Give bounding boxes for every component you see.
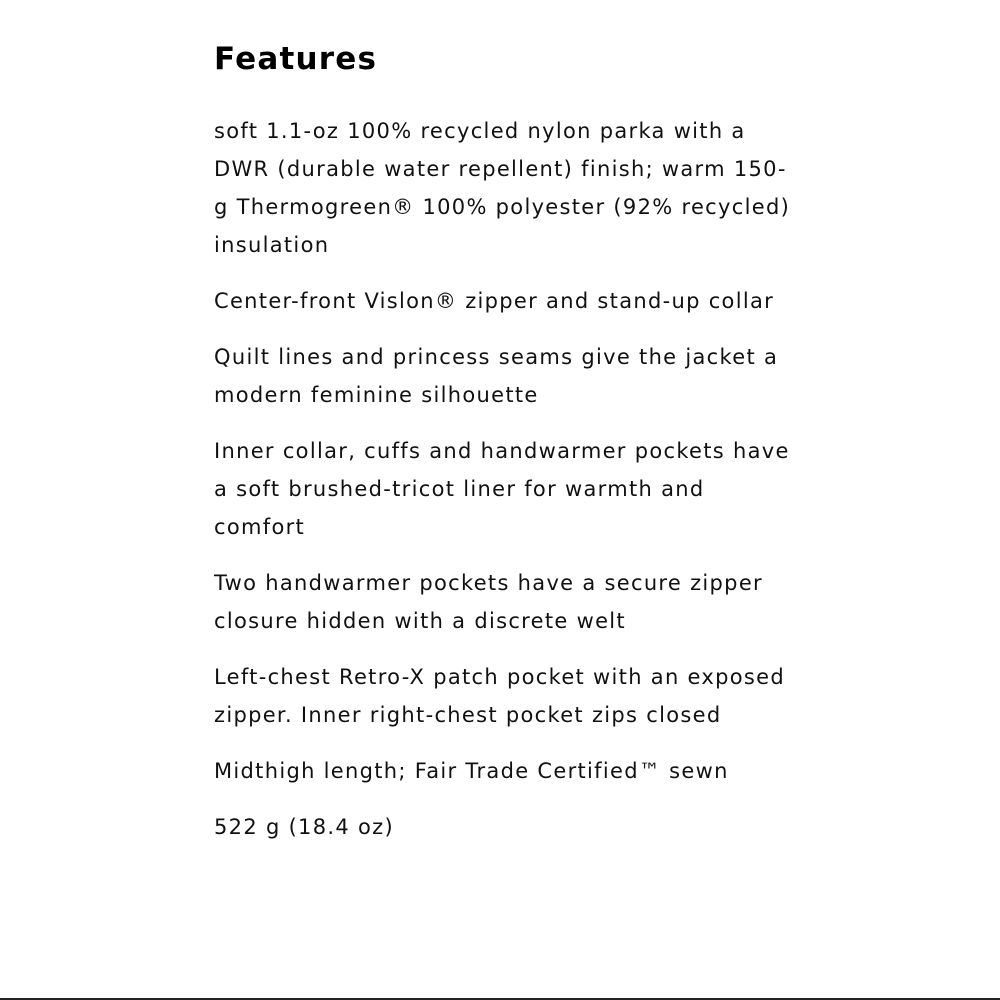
feature-item-length: Midthigh length; Fair Trade Certified™ sewn (214, 759, 729, 783)
features-list (214, 112, 794, 846)
feature-item-handwarmer-pockets: Two handwarmer pockets have a secure zipper closure hidden with a discrete welt (214, 571, 763, 633)
feature-item-chest-pockets: Left-chest Retro-X patch pocket with an exposed zipper. Inner right-chest pocket zips closed (214, 665, 785, 727)
feature-item-fabric: soft 1.1-oz 100% recycled nylon parka with a DWR (durable water repellent) finish; warm 150-g Thermogreen® 100% polyester (92% recycled) insulation (214, 119, 791, 257)
features-section (214, 38, 794, 864)
feature-item-zipper-collar: Center-front Vislon® zipper and stand-up collar (214, 289, 775, 313)
feature-item-silhouette: Quilt lines and princess seams give the jacket a modern feminine silhouette (214, 345, 779, 407)
feature-item-weight: 522 g (18.4 oz) (214, 815, 394, 839)
feature-item-liner: Inner collar, cuffs and handwarmer pockets have a soft brushed-tricot liner for warmth and comfort (214, 439, 790, 539)
features-heading: Features (214, 41, 378, 77)
